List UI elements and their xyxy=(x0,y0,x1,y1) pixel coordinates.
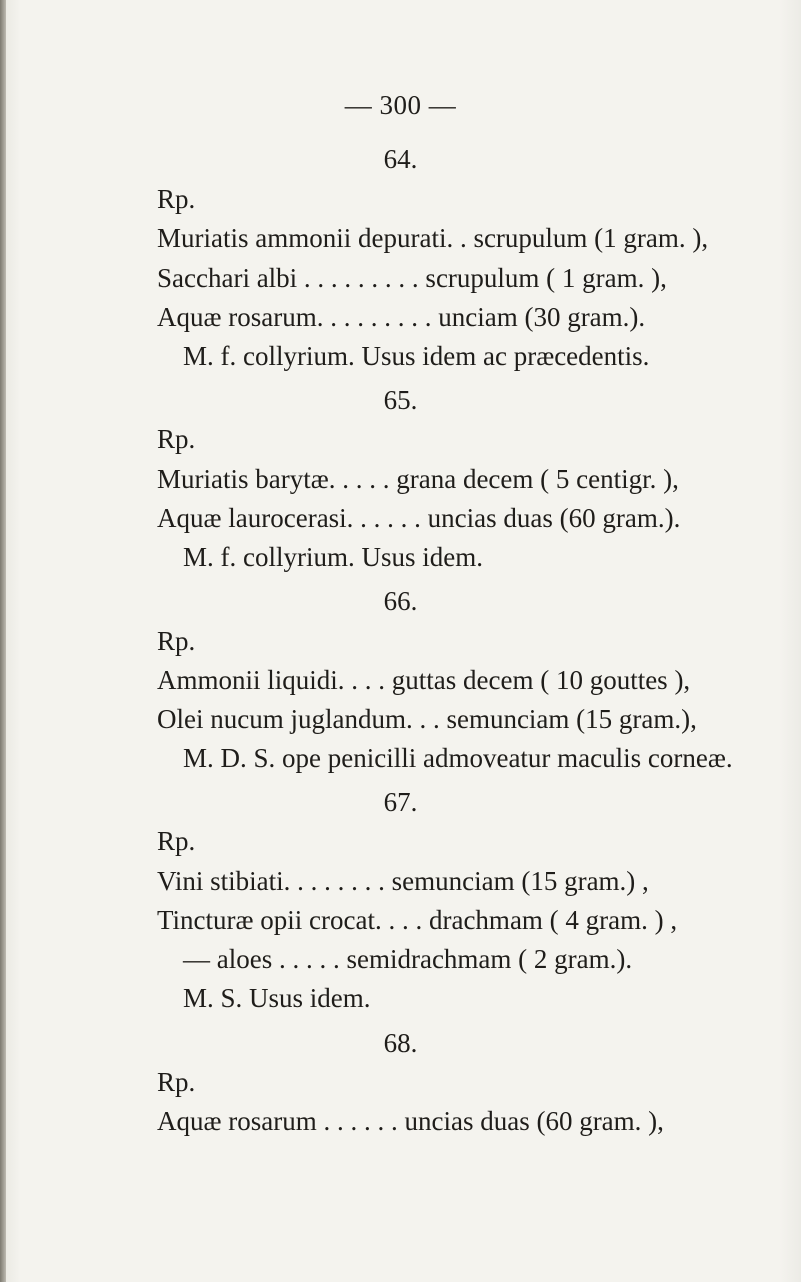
recipe-66-line-3: M. D. S. ope penicilli admoveatur maculis corneæ. xyxy=(183,743,733,773)
recipe-67-line-3: — aloes . . . . . semidrachmam ( 2 gram.). xyxy=(183,944,633,974)
recipe-number-67: 67. xyxy=(383,787,418,817)
recipe-rp-68: Rp. xyxy=(157,1067,196,1097)
recipe-64-line-1: Muriatis ammonii depurati. . scrupulum (1 gram. ), xyxy=(157,223,709,253)
recipe-number-65: 65. xyxy=(383,385,418,415)
recipe-rp-67: Rp. xyxy=(157,826,196,856)
recipe-68-line-1: Aquæ rosarum . . . . . . uncias duas (60 gram. ), xyxy=(157,1106,664,1136)
recipe-64-line-4: M. f. collyrium. Usus idem ac præcedentis. xyxy=(183,341,650,371)
recipe-64-line-3: Aquæ rosarum. . . . . . . . . unciam (30 gram.). xyxy=(157,302,646,332)
recipe-65-line-2: Aquæ laurocerasi. . . . . . uncias duas (60 gram.). xyxy=(157,503,681,533)
recipe-number-64: 64. xyxy=(383,144,418,174)
recipe-65-line-3: M. f. collyrium. Usus idem. xyxy=(183,542,483,572)
recipe-66-line-2: Olei nucum juglandum. . . semunciam (15 gram.), xyxy=(157,704,697,734)
page-header: — 300 — xyxy=(344,90,457,120)
page-spine-edge xyxy=(0,0,6,1282)
recipe-number-68: 68. xyxy=(383,1028,418,1058)
recipe-64-line-2: Sacchari albi . . . . . . . . . scrupulum ( 1 gram. ), xyxy=(157,263,667,293)
recipe-67-line-1: Vini stibiati. . . . . . . . semunciam (15 gram.) , xyxy=(157,866,649,896)
recipe-rp-64: Rp. xyxy=(157,184,196,214)
recipe-number-66: 66. xyxy=(383,586,418,616)
recipe-66-line-1: Ammonii liquidi. . . . guttas decem ( 10 gouttes ), xyxy=(157,665,691,695)
recipe-rp-66: Rp. xyxy=(157,626,196,656)
recipe-67-line-2: Tincturæ opii crocat. . . . drachmam ( 4 gram. ) , xyxy=(157,905,678,935)
recipe-rp-65: Rp. xyxy=(157,424,196,454)
recipe-65-line-1: Muriatis barytæ. . . . . grana decem ( 5 centigr. ), xyxy=(157,464,679,494)
recipe-67-line-4: M. S. Usus idem. xyxy=(183,983,371,1013)
